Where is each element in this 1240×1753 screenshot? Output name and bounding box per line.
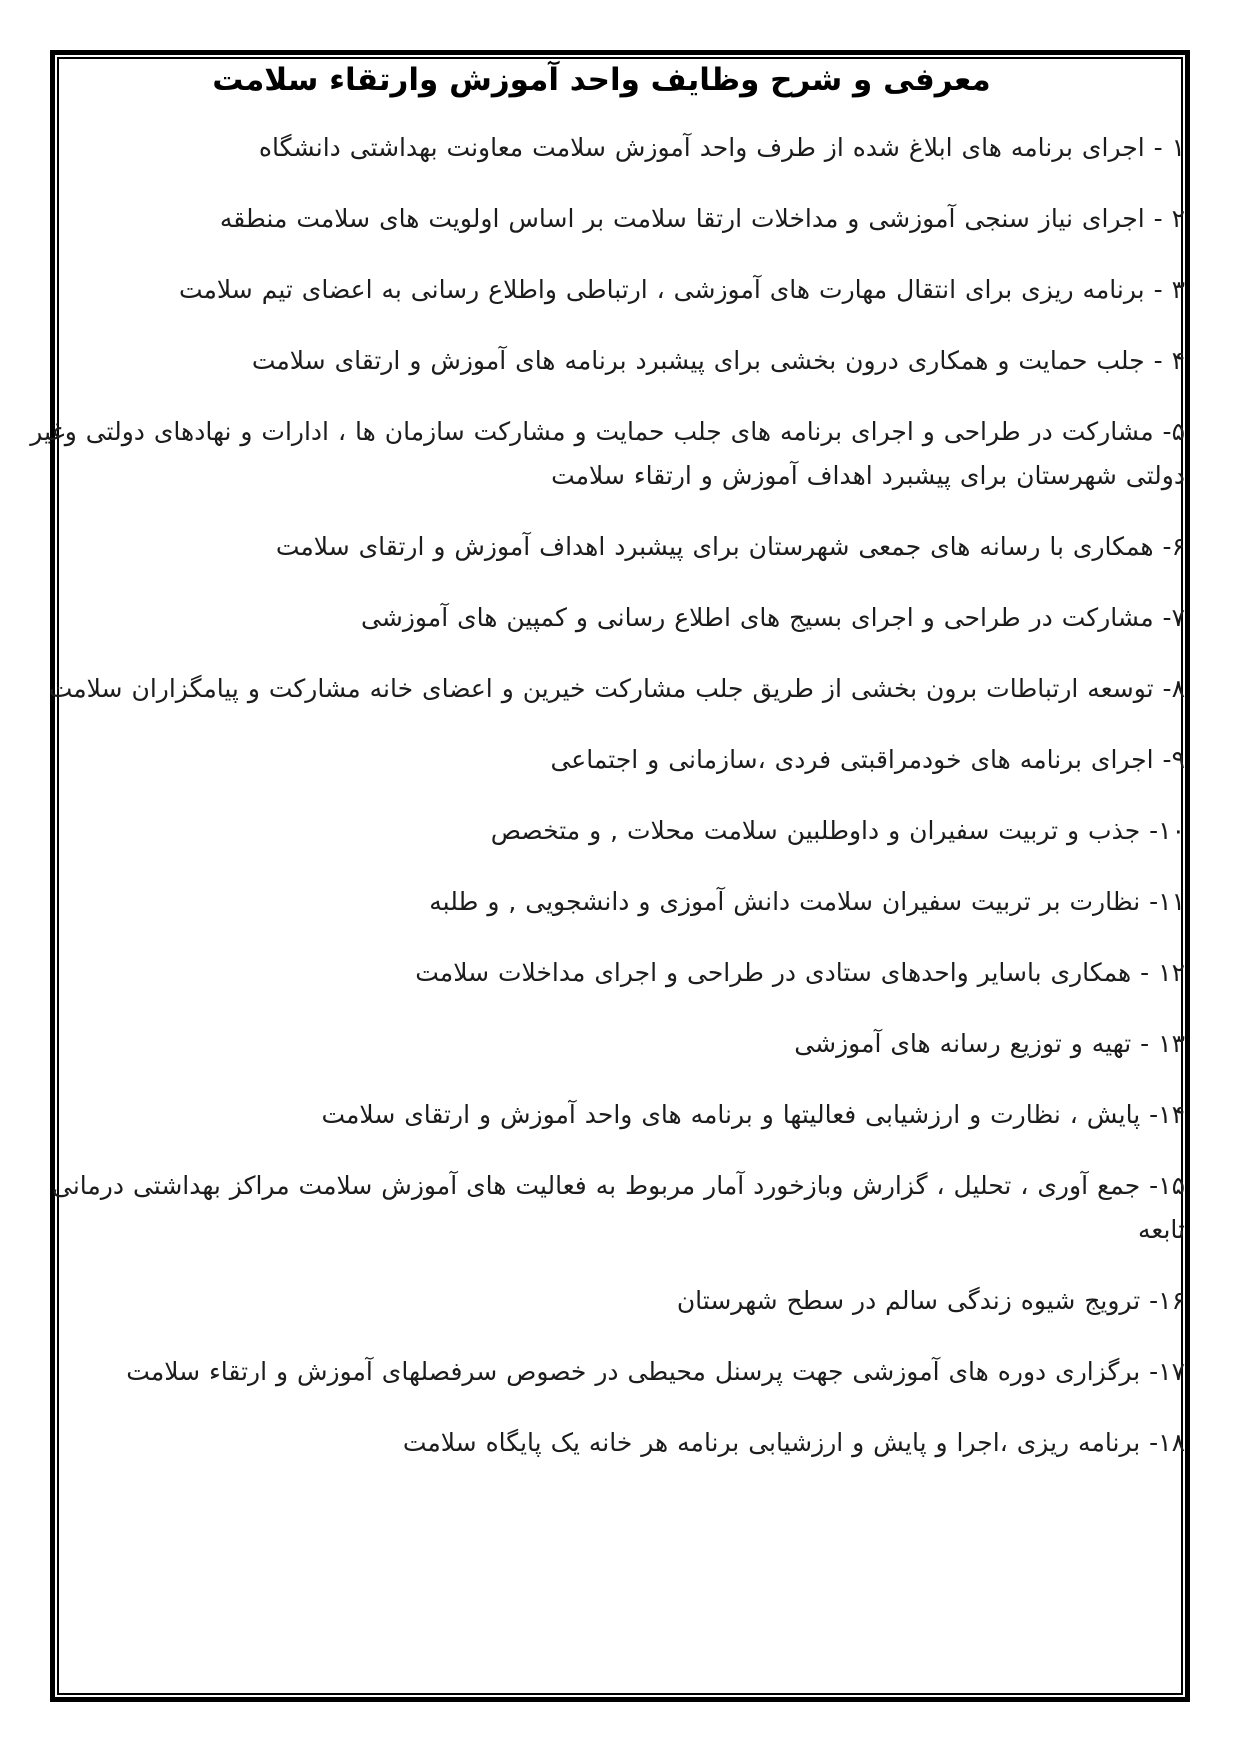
task-item-5: ۵- مشارکت در طراحی و اجرای برنامه های جلب حمایت و مشارکت سازمان ها ، ادارات و نهادهای دولتی وغیر دولتی شهرستان برای پیشبرد اهداف آموزش و ارتقاء سلامت <box>30 417 1185 490</box>
task-item-15: ۱۵- جمع آوری ، تحلیل ، گزارش وبازخورد آمار مربوط به فعالیت های آموزش سلامت مراکز بهداشتی درمانی تابعه <box>52 1171 1185 1244</box>
task-item-13: ۱۳ - تهیه و توزیع رسانه های آموزشی <box>794 1029 1185 1058</box>
task-item-10: ۱۰- جذب و تربیت سفیران و داوطلبین سلامت محلات , و متخصص <box>490 816 1185 845</box>
task-item-3: ۳ - برنامه ریزی برای انتقال مهارت های آموزشی ، ارتباطی واطلاع رسانی به اعضای تیم سلامت <box>178 275 1185 304</box>
task-item-14: ۱۴- پایش ، نظارت و ارزشیابی فعالیتها و برنامه های واحد آموزش و ارتقای سلامت <box>321 1100 1185 1129</box>
page-title: معرفی و شرح وظایف واحد آموزش وارتقاء سلامت <box>212 62 991 98</box>
task-item-16: ۱۶- ترویج شیوه زندگی سالم در سطح شهرستان <box>676 1286 1185 1315</box>
task-item-6: ۶- همکاری با رسانه های جمعی شهرستان برای پیشبرد اهداف آموزش و ارتقای سلامت <box>275 532 1185 561</box>
task-item-18: ۱۸- برنامه ریزی ،اجرا و پایش و ارزشیابی برنامه هر خانه یک پایگاه سلامت <box>402 1428 1185 1457</box>
task-item-12: ۱۲ - همکاری باسایر واحدهای ستادی در طراحی و اجرای مداخلات سلامت <box>415 958 1185 987</box>
task-item-11: ۱۱- نظارت بر تربیت سفیران سلامت دانش آموزی و دانشجویی , و طلبه <box>429 887 1185 916</box>
task-item-8: ۸- توسعه ارتباطات برون بخشی از طریق جلب مشارکت خیرین و اعضای خانه مشارکت و پیامگزاران سلامت <box>48 674 1185 703</box>
task-item-7: ۷- مشارکت در طراحی و اجرای بسیج های اطلاع رسانی و کمپین های آموزشی <box>361 603 1185 632</box>
task-item-2: ۲ - اجرای نیاز سنجی آموزشی و مداخلات ارتقا سلامت بر اساس اولویت های سلامت منطقه <box>219 204 1185 233</box>
task-item-9: ۹- اجرای برنامه های خودمراقبتی فردی ،سازمانی و اجتماعی <box>550 745 1185 774</box>
task-item-17: ۱۷- برگزاری دوره های آموزشی جهت پرسنل محیطی در خصوص سرفصلهای آموزش و ارتقاء سلامت <box>126 1357 1185 1386</box>
task-item-4: ۴ - جلب حمایت و همکاری درون بخشی برای پیشبرد برنامه های آموزش و ارتقای سلامت <box>251 346 1185 375</box>
task-item-1: ۱ - اجرای برنامه های ابلاغ شده از طرف واحد آموزش سلامت معاونت بهداشتی دانشگاه <box>258 133 1185 162</box>
